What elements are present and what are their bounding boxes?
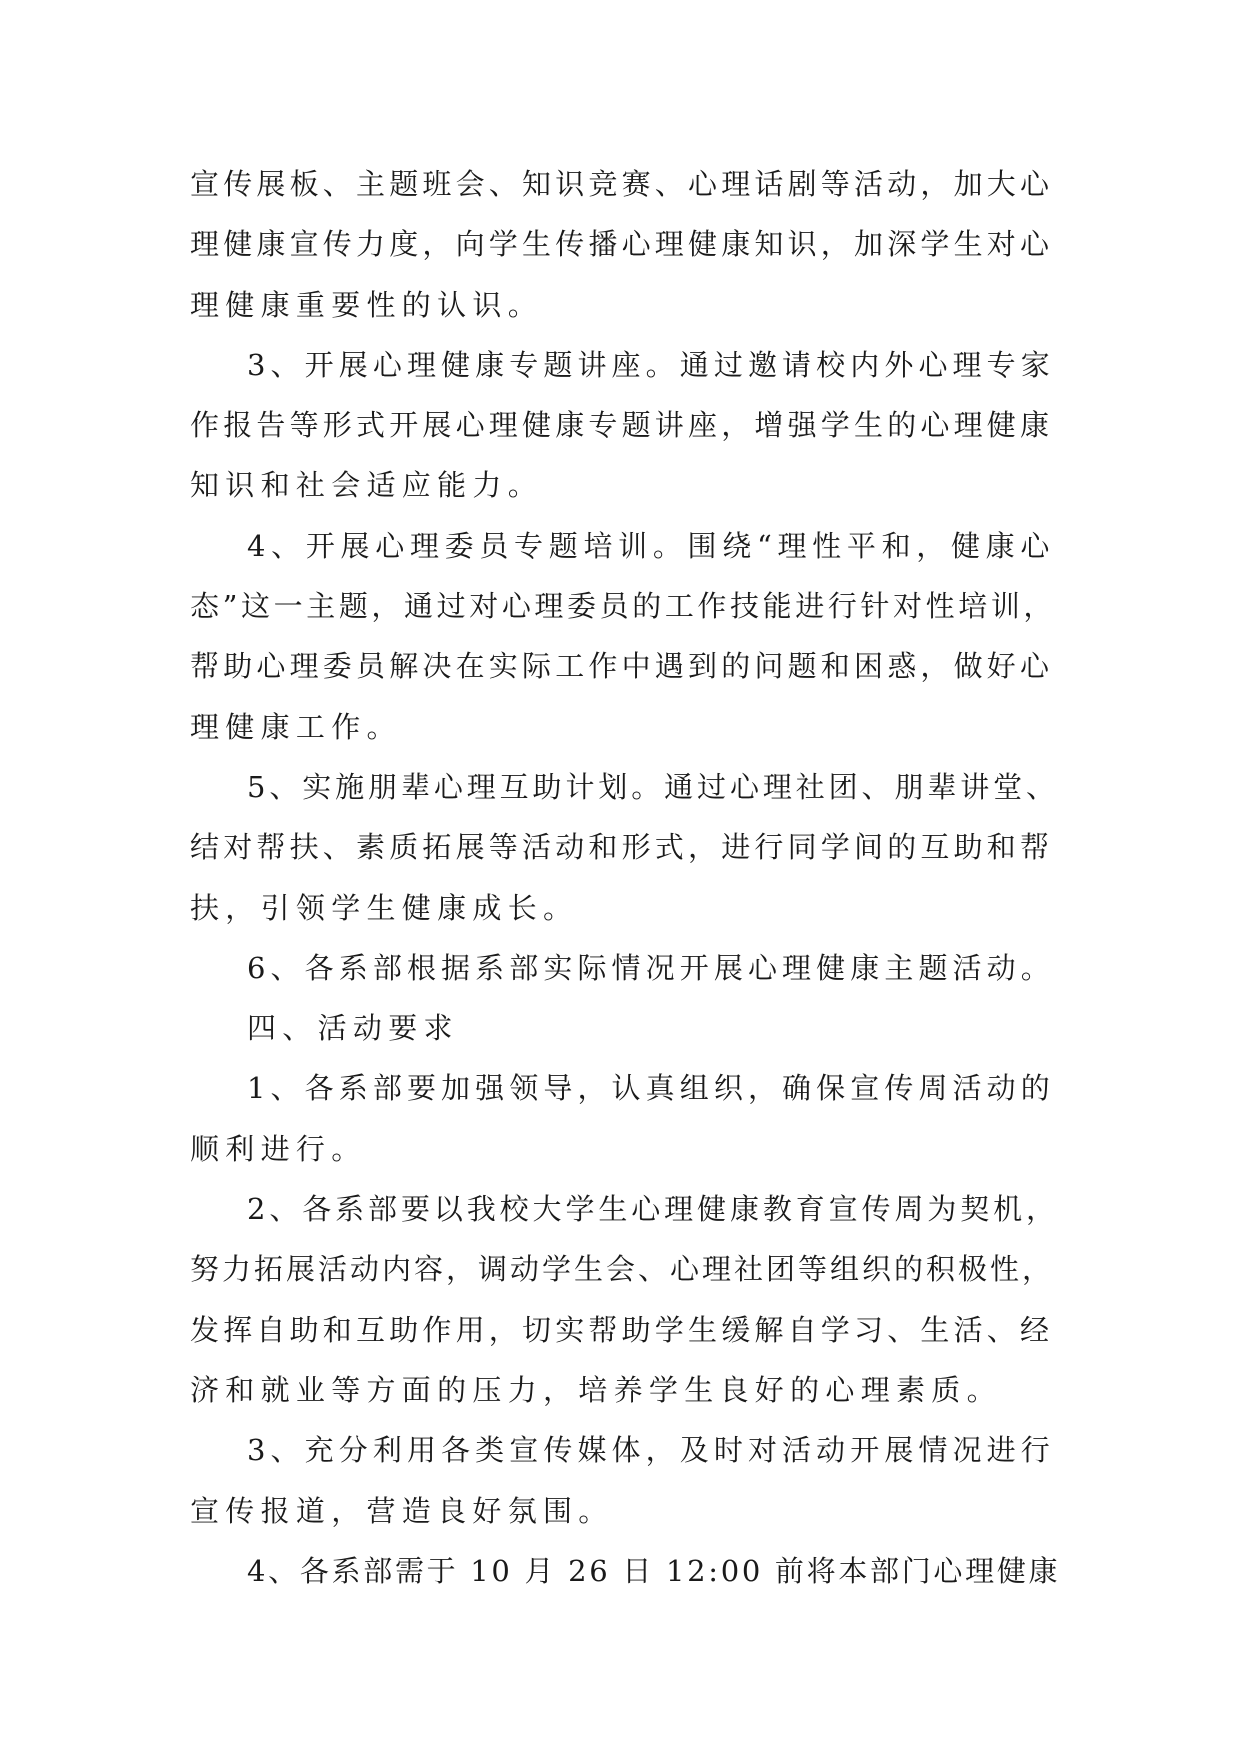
text-line: 5、实施朋辈心理互助计划。通过心理社团、朋辈讲堂、 bbox=[247, 769, 1059, 804]
text-line: 帮助心理委员解决在实际工作中遇到的问题和困惑，做好心 bbox=[190, 649, 1054, 684]
text-line: 3、开展心理健康专题讲座。通过邀请校内外心理专家 bbox=[247, 347, 1055, 382]
text-line: 理健康工作。 bbox=[190, 709, 402, 744]
text-line: 顺利进行。 bbox=[190, 1131, 367, 1166]
text-line: 宣传展板、主题班会、知识竞赛、心理话剧等活动，加大心 bbox=[190, 167, 1054, 201]
text-line: 扶，引领学生健康成长。 bbox=[190, 890, 579, 925]
text-line: 努力拓展活动内容，调动学生会、心理社团等组织的积极性， bbox=[190, 1252, 1055, 1287]
text-line: 结对帮扶、素质拓展等活动和形式，进行同学间的互助和帮 bbox=[190, 830, 1054, 865]
text-line: 知识和社会适应能力。 bbox=[190, 468, 544, 503]
document-body bbox=[190, 162, 1060, 1609]
text-line: 2、各系部要以我校大学生心理健康教育宣传周为契机， bbox=[247, 1192, 1059, 1227]
text-line: 宣传报道，营造良好氛围。 bbox=[190, 1493, 614, 1528]
text-line: 4、开展心理委员专题培训。围绕“理性平和，健康心 bbox=[247, 528, 1056, 563]
text-line: 理健康重要性的认识。 bbox=[190, 287, 544, 322]
text-line: 6、各系部根据系部实际情况开展心理健康主题活动。 bbox=[247, 950, 1055, 985]
text-line: 4、各系部需于 10 月 26 日 12:00 前将本部门心理健康 bbox=[247, 1553, 1061, 1588]
text-line: 济和就业等方面的压力，培养学生良好的心理素质。 bbox=[190, 1372, 1002, 1407]
text-line: 态”这一主题，通过对心理委员的工作技能进行针对性培训， bbox=[190, 589, 1057, 624]
section-heading: 四、活动要求 bbox=[247, 1011, 459, 1046]
text-line: 1、各系部要加强领导，认真组织，确保宣传周活动的 bbox=[247, 1071, 1055, 1106]
text-line: 发挥自助和互助作用，切实帮助学生缓解自学习、生活、经 bbox=[190, 1312, 1054, 1347]
text-line: 作报告等形式开展心理健康专题讲座，增强学生的心理健康 bbox=[190, 408, 1054, 443]
text-line: 3、充分利用各类宣传媒体，及时对活动开展情况进行 bbox=[247, 1433, 1055, 1468]
text-line: 理健康宣传力度，向学生传播心理健康知识，加深学生对心 bbox=[190, 227, 1054, 262]
